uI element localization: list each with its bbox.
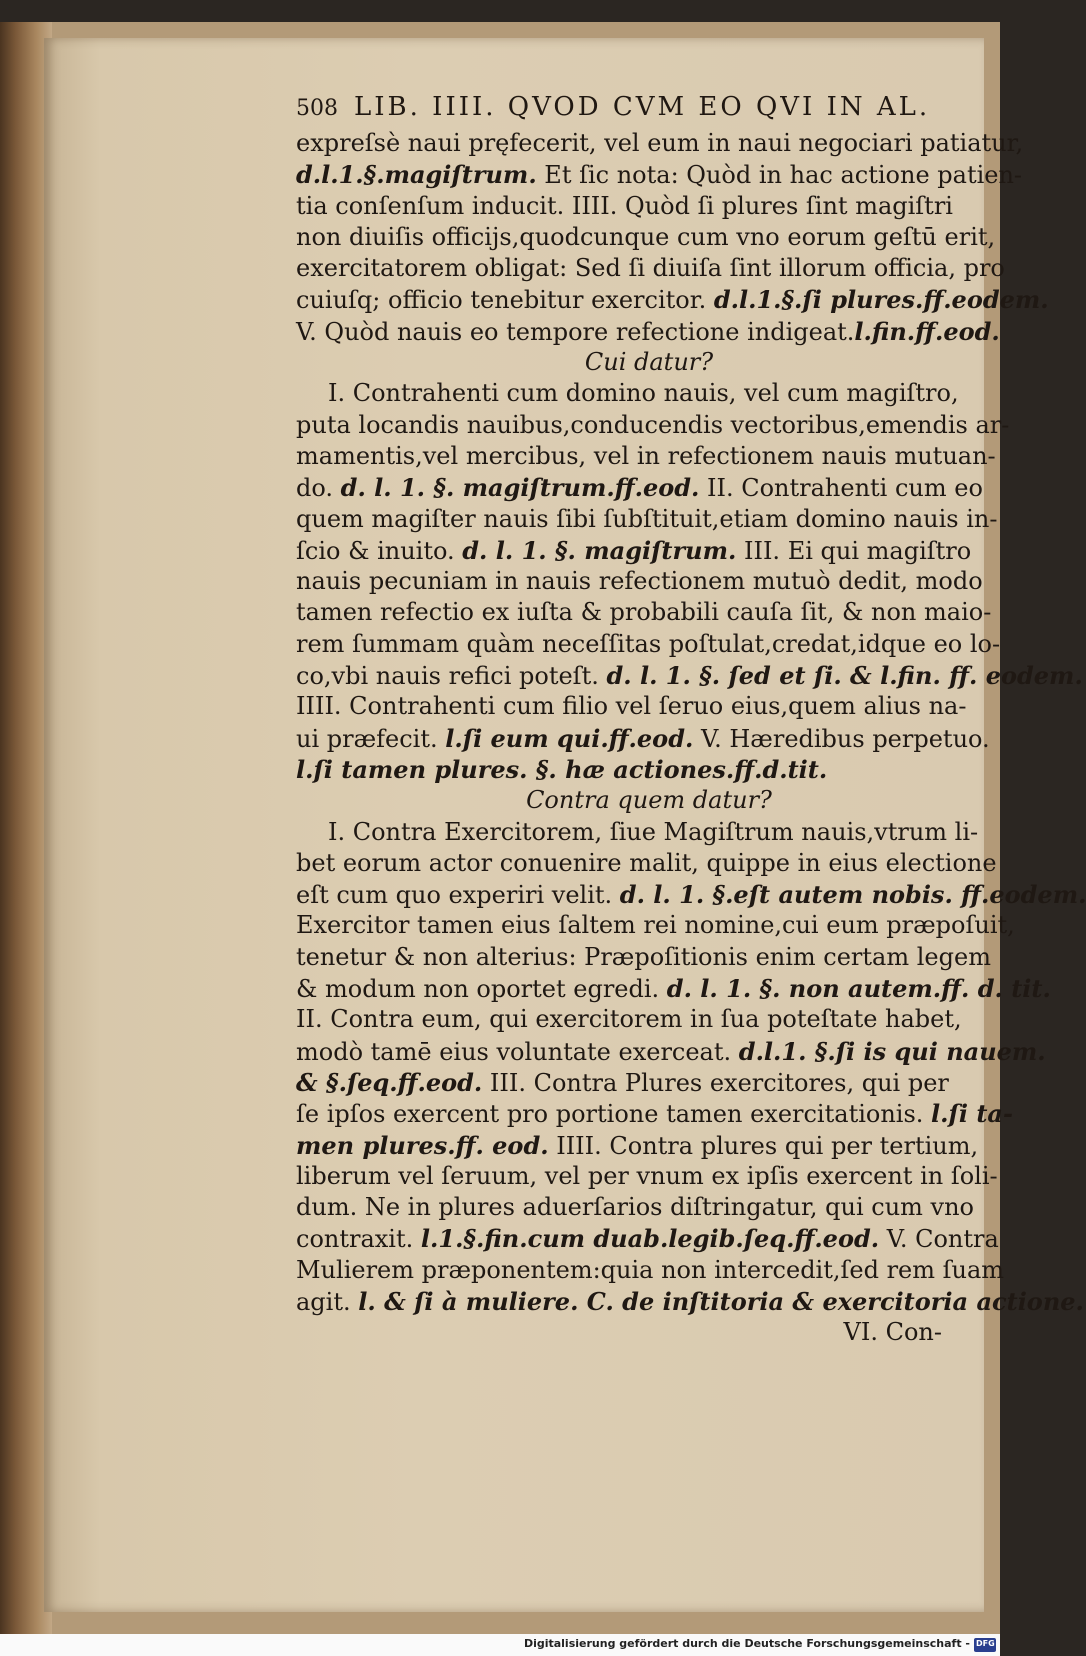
citation: d.l.1. §.ſi is qui nauem. [738, 1036, 1046, 1066]
line-text: co,vbi nauis refici poteſt. [296, 662, 607, 691]
line-text: ſe ipſos exercent pro portione tamen exercitationis. [296, 1100, 932, 1129]
citation: d.l.1.§.ſi plures.ff.eodem. [713, 285, 1049, 315]
running-head-title: LIB. IIII. QVOD CVM EO QVI IN AL. [354, 92, 931, 122]
citation: l.ſi tamen plures. §. hæ actiones.ff.d.tit. [296, 754, 828, 784]
citation: men plures.ff. eod. [296, 1130, 549, 1160]
text-line [296, 159, 1023, 190]
line-text: V. Quòd nauis eo tempore refectione indigeat. [296, 317, 855, 346]
line-text: IIII. Contra plures qui per tertium, [548, 1131, 979, 1160]
text-line [296, 1223, 999, 1254]
line-text: tia conſenſum inducit. IIII. Quòd ſi plures ſint magiſtri [296, 191, 953, 220]
citation: l.fin.ff.eod. [854, 316, 1000, 346]
text-line [296, 378, 959, 409]
line-text: II. Contrahenti cum eo [699, 474, 983, 503]
line-text: liberum vel ſeruum, vel per vnum ex ipſis exercent in ſoli- [296, 1161, 998, 1190]
line-text: ui præfecit. [296, 724, 446, 753]
citation: l.ſi eum qui.ff.eod. [445, 723, 694, 753]
line-text: expreſsè naui pręfecerit, vel eum in naui negociari patiatur, [296, 129, 1024, 157]
line-text: nauis pecuniam in nauis refectionem mutuò dedit, modo [296, 567, 983, 596]
citation: l.ſi ta- [931, 1099, 1013, 1129]
text-line [296, 472, 983, 503]
line-text: II. Contra eum, qui exercitorem in ſua poteſtate habet, [296, 1005, 962, 1034]
citation: d. l. 1. §. magiſtrum.ff.eod. [340, 473, 700, 503]
text-line [296, 1161, 998, 1192]
section-heading [296, 785, 942, 816]
line-text: dum. Ne in plures aduerſarios diſtringatur, qui cum vno [296, 1193, 974, 1222]
text-line [296, 504, 998, 535]
text-line [296, 1098, 1013, 1129]
line-text: quem magiſter nauis ſibi ſubſtituit,etiam domino nauis in- [296, 504, 998, 533]
line-text: V. Contra [879, 1225, 999, 1254]
text-line [296, 441, 996, 472]
digitization-credit: Digitalisierung gefördert durch die Deutsche Forschungsgemeinschaft - [523, 1637, 970, 1650]
line-text: I. Contra Exercitorem, ſiue Magiſtrum nauis,vtrum li- [328, 817, 979, 846]
footer-bar [0, 1634, 1000, 1656]
catchword [296, 1317, 942, 1348]
text-line [296, 191, 953, 222]
citation: d.l.1.§.magiſtrum. [296, 160, 537, 190]
line-text: do. [296, 474, 341, 503]
line-text: bet eorum actor conuenire malit, quippe in eius electione [296, 848, 997, 877]
line-text: exercitatorem obligat: Sed ſi diuiſa ſint illorum officia, pro [296, 254, 1005, 283]
text-line [296, 535, 972, 566]
text-line [296, 284, 1049, 315]
running-head [296, 92, 931, 132]
text-line [296, 1036, 1046, 1067]
text-line [296, 723, 990, 754]
line-text: ſcio & inuito. [296, 536, 463, 565]
citation: d. l. 1. §. magiſtrum. [462, 535, 737, 565]
citation: d. l. 1. §.eſt autem nobis. ff.eodem. [619, 880, 1086, 910]
text-line [296, 879, 1086, 910]
text-line [296, 410, 1010, 441]
line-text: tenetur & non alterius: Præpoſitionis enim certam legem [296, 942, 991, 971]
text-line [296, 660, 1083, 691]
text-line [296, 1004, 962, 1035]
text-line [296, 597, 992, 628]
text-line [296, 629, 1001, 660]
line-text: I. Contrahenti cum domino nauis, vel cum magiſtro, [328, 379, 959, 408]
citation: d. l. 1. §. non autem.ff. d. tit. [666, 974, 1051, 1004]
text-line [296, 848, 997, 879]
line-text: eſt cum quo experiri velit. [296, 881, 620, 910]
text-line [296, 817, 979, 848]
line-text: VI. Con- [843, 1318, 942, 1347]
text-line [296, 566, 983, 597]
dfg-logo-icon [974, 1638, 996, 1652]
text-line [296, 1067, 949, 1098]
text-line [296, 128, 1024, 159]
line-text: mamentis,vel mercibus, vel in refectionem nauis mutuan- [296, 441, 996, 470]
line-text: modò tamē eius voluntate exerceat. [296, 1037, 739, 1066]
line-text: Cui datur? [584, 348, 714, 377]
line-text: contraxit. [296, 1225, 421, 1254]
page-number: 508 [296, 96, 338, 121]
text-line [296, 942, 991, 973]
text-line [296, 1255, 1005, 1286]
line-text: agit. [296, 1287, 359, 1316]
line-text: III. Contra Plures exercitores, qui per [482, 1068, 949, 1097]
text-line [296, 754, 942, 785]
text-line [296, 222, 996, 253]
text-line [296, 1130, 979, 1161]
line-text: non diuiſis officijs,quodcunque cum vno eorum geſtū erit, [296, 222, 996, 251]
text-line [296, 1192, 974, 1223]
text-line [296, 910, 1015, 941]
text-line [296, 691, 967, 722]
line-text: & modum non oportet egredi. [296, 975, 667, 1004]
page-text [296, 128, 1086, 1349]
citation: d. l. 1. §. ſed et ſi. & l.fin. ff. eodem. [606, 661, 1083, 691]
line-text: Mulierem præponentem:quia non intercedit,ſed rem ſuam [296, 1255, 1005, 1284]
line-text: V. Hæredibus perpetuo. [693, 724, 990, 753]
line-text: Exercitor tamen eius ſaltem rei nomine,cui eum præpoſuit, [296, 911, 1015, 940]
line-text: puta locandis nauibus,conducendis vectoribus,emendis ar- [296, 410, 1010, 439]
line-text: III. Ei qui magiſtro [736, 536, 972, 565]
line-text: cuiuſq; officio tenebitur exercitor. [296, 286, 714, 315]
citation: & §.ſeq.ff.eod. [296, 1067, 483, 1097]
line-text: Et ſic nota: Quòd in hac actione patien- [536, 161, 1023, 190]
text-line [296, 316, 1000, 347]
line-text: rem ſummam quàm neceſſitas poſtulat,credat,idque eo lo- [296, 629, 1001, 658]
text-line [296, 973, 1051, 1004]
section-heading [296, 347, 942, 378]
line-text: Contra quem datur? [526, 786, 772, 815]
citation: l.1.§.fin.cum duab.legib.ſeq.ff.eod. [420, 1224, 880, 1254]
text-line [296, 1286, 1084, 1317]
line-text: tamen refectio ex iuſta & probabili cauſa ſit, & non maio- [296, 598, 992, 627]
text-line [296, 253, 1005, 284]
citation: l. & ſi à muliere. C. de inſtitoria & exercitoria actione. [358, 1286, 1084, 1316]
line-text: IIII. Contrahenti cum filio vel ſeruo eius,quem alius na- [296, 692, 967, 721]
